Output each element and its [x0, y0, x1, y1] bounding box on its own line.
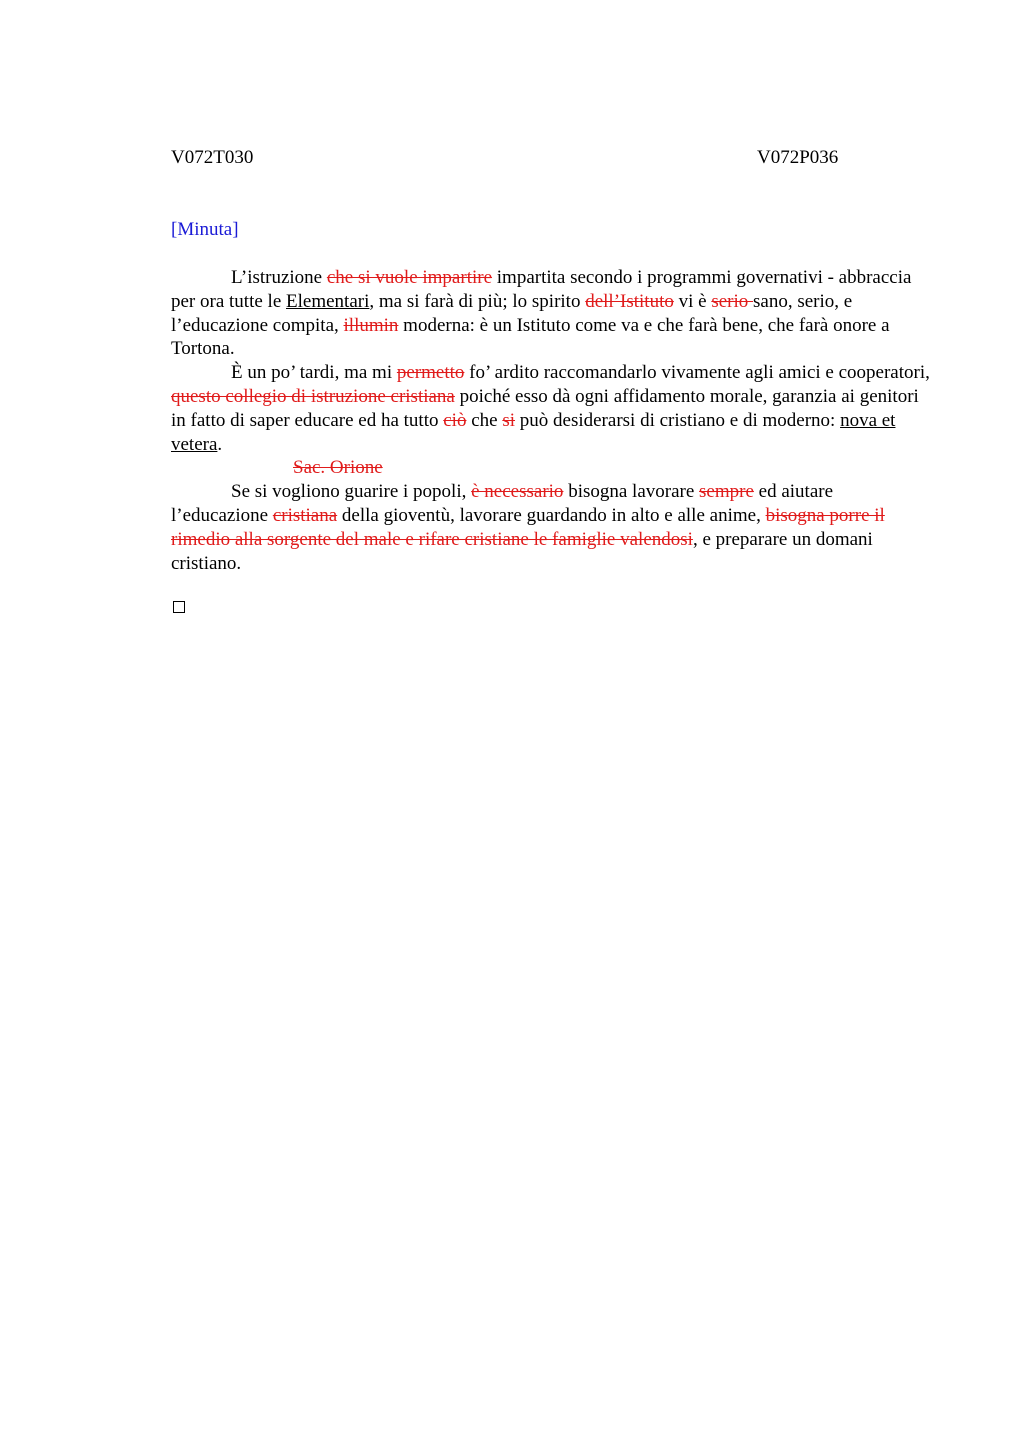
text-span: È un po’ tardi, ma mi: [231, 362, 397, 384]
deleted-text: sempre: [699, 481, 754, 503]
deleted-text: serio: [711, 290, 754, 312]
deleted-signature: Sac. Orione: [293, 457, 383, 479]
text-span: Se si vogliono guarire i popoli,: [231, 481, 472, 503]
text-span: sano, serio, e l’educazione compita,: [171, 290, 853, 336]
document-code-left: V072T030: [171, 147, 254, 168]
text-span: L’istruzione: [231, 267, 327, 288]
text-span: , ma si farà di più; lo spirito: [369, 290, 586, 312]
document-code-right: V072P036: [757, 147, 839, 168]
text-span: vi è: [673, 290, 712, 312]
paragraph-2: [171, 361, 931, 456]
letter-body: [171, 266, 931, 575]
deleted-text: è necessario: [471, 481, 564, 503]
deleted-text: permetto: [396, 362, 465, 384]
deleted-text: che si vuole impartire: [326, 267, 493, 288]
underlined-text: nova et vetera: [171, 409, 896, 455]
text-span: impartita secondo i programmi governativi - abbraccia per ora tutte le: [171, 267, 912, 312]
deleted-text: illumin: [343, 314, 399, 336]
deleted-text: dell’Istituto: [585, 290, 674, 312]
text-span: , e preparare un domani cristiano.: [171, 528, 873, 574]
text-span: fo’ ardito raccomandarlo vivamente agli amici e cooperatori,: [464, 362, 930, 384]
text-span: ed aiutare l’educazione: [171, 481, 834, 526]
underlined-text: Elementari: [286, 290, 370, 312]
deleted-text: si: [502, 409, 516, 431]
text-span: che: [466, 409, 503, 431]
text-span: moderna: è un Istituto come va e che farà bene, che farà onore a Tortona.: [171, 314, 890, 360]
paragraph-3: [171, 480, 931, 575]
text-span: .: [217, 433, 223, 455]
minuta-label: [Minuta]: [171, 219, 239, 240]
deleted-text: ciò: [443, 409, 467, 431]
deleted-text: questo collegio di istruzione cristiana: [171, 385, 455, 407]
text-span: bisogna lavorare: [563, 481, 700, 503]
signature-line: [171, 456, 931, 480]
deleted-text: bisogna porre il rimedio alla sorgente del male e rifare cristiane le famiglie valendosi: [171, 504, 885, 550]
paragraph-1: [171, 266, 931, 361]
text-span: della gioventù, lavorare guardando in alto e alle anime,: [337, 504, 766, 526]
text-span: poiché esso dà ogni affidamento morale, garanzia ai genitori in fatto di saper educare ed ha tutto: [171, 385, 919, 431]
deleted-text: cristiana: [272, 504, 338, 526]
text-span: può desiderarsi di cristiano e di moderno:: [515, 409, 841, 431]
square-outline-icon: [173, 601, 185, 613]
